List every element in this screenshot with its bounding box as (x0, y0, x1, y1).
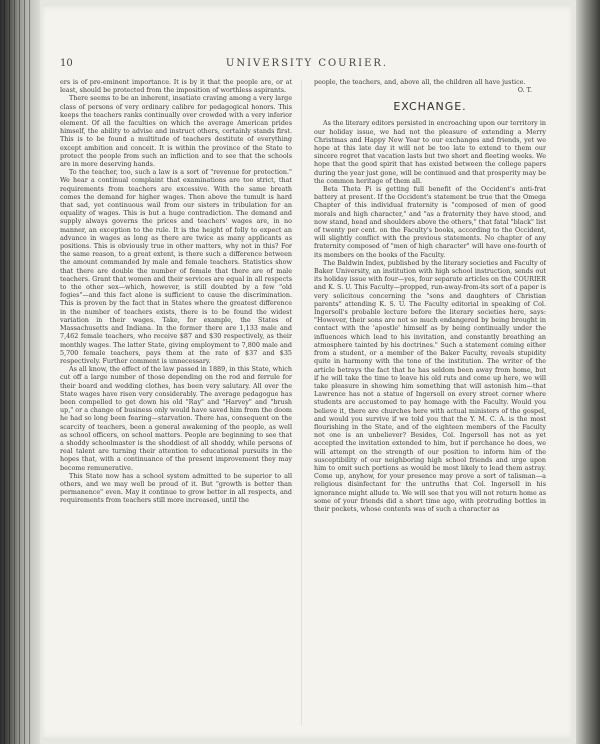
paragraph: Beta Theta Pi is getting full benefit of the Occident's anti-frat battery at present. If the Occident's statement be true that the Omega Chapter of this individual fraternity is "composed of men of good morals and high character," and "as a fraternity they have stood, and now stand, head and shoulders above the others," that fatal "black" list of twenty per cent. on the Faculty's books, according to the Occident, will slightly conflict with the previous statements. No chapter of any fraternity composed of "men of high character" will have one-fourth of its members on the books of the Faculty. (314, 185, 546, 259)
paragraph: This State now has a school system admitted to be superior to all others, and we may well be proud of it. But "growth is better than permanence" even. May it continue to grow better in all respects, and requirements from teachers still more increased, until the (60, 471, 292, 505)
paragraph: people, the teachers, and, above all, the children all have justice. (314, 78, 526, 86)
right-column (314, 78, 546, 728)
page-edge-shadow (576, 0, 600, 744)
paragraph: There seems to be an inherent, insatiate craving among a very large class of persons of very ordinary calibre for pedagogical honors. This keeps the teachers ranks continually over crowded with a very inferior element. Of all the faculties on which the average American prides himself, the ability to advise and instruct others, certainly stands first. This is to be found a multitude of teachers destitute of everything except ambition and conceit. It is within the province of the State to protect the people from such an infliction and to see that the schools are in more deserving hands. (60, 94, 292, 169)
column-divider (301, 80, 302, 725)
paragraph: To the teacher, too, such a law is a sort of "revenue for protection." We hear a continual complaint that examinations are too strict, that requirements from teachers are excessive. With the same breath comes the demand for higher wages. Then above the tumult is hard that sad, yet continuous wail from our sisters in tribulation for an equality of wages. This is but a huge contradiction. The demand and supply always governs the prices and teachers' wages are, in no manner, an exception to the rule. It is the height of folly to expect an advance in wages as long as there are twice as many applicants as positions. This is obviously true in other matters, why not in this? For the same reason, to a great extent, is there such a difference between the amount commanded by male and female teachers. Statistics show that there are double the number of female that there are of male teachers. Grant that women and their services are equal in all respects to the other sex—which, however, is still doubted by a few "old fogies"—and this fact alone is sufficient to cause the discrimination. This is proven by the fact that in States where the greatest difference in the number of teachers exists, there is to be found the widest variation in their wages. Take, for example, the States of Massachusetts and Indiana. In the former there are 1,133 male and 7,462 female teachers, who receive $87 and $30 respectively, as their monthly wages. The latter State, giving employment to 7,800 male and 5,700 female teachers, pays them at the rate of $37 and $35 respectively. Further comment is unnecessary. (60, 168, 292, 365)
paragraph: As all know, the effect of the law passed in 1889, in this State, which cut off a large number of those depending on the rod and ferrule for their board and wedding clothes, has been very salutary. All over the State wages have risen very considerably. The average pedagogue has been compelled to get down his old "Ray" and "Harvey" and "brush up," or a change of business only would have saved him from the doom he had so long been fearing—starvation. There has, consequent on the scarcity of teachers, been a general awakening of the people, as well as school officers, on school matters. People are beginning to see that a shoddy schoolmaster is the shoddiest of all shoddy, while persons of real talent are turning their attention to educational pursuits in the hopes that, with a continuance of the present improvement they may become remunerative. (60, 365, 292, 472)
author-signature: O. T. (517, 86, 532, 95)
section-title: EXCHANGE. (393, 100, 467, 114)
page-header (60, 58, 554, 72)
paragraph: ers is of pre-eminent importance. It is by it that the people are, or at least, should be protected from the imposition of worthless aspirants. (60, 78, 292, 95)
page-number: 10 (60, 58, 73, 69)
left-column (60, 78, 292, 728)
running-head: UNIVERSITY COURIER. (225, 58, 389, 69)
document-page (42, 6, 572, 738)
book-binding-gutter (0, 0, 40, 744)
paragraph: As the literary editors persisted in encroaching upon our territory in our holiday issue, we had not the pleasure of extending a Merry Christmas and Happy New Year to our exchanges and friends, yet we hope at this late day it will not be too late to extend to them our sincere regret that vacation lasts but two short and fleeting weeks. We hope that the good spirit that has existed between the college papers during the year just gone, will be continued and that prosperity may be the common heritage of them all. (314, 119, 546, 185)
paragraph: The Baldwin Index, published by the literary societies and Faculty of Baker University, an institution with high school instruction, sends out its holiday issue with four—yes, four separate articles on the COURIER and K. S. U. This Faculty—propped, run-away-from-its sort of a paper is very solicitous concerning the "sons and daughters of Christian parents" attending K. S. U. The Faculty editorial in speaking of Col. Ingersoll's probable lecture before the literary societies here, says: "However, their sons are not so much endangered by being brought in contact with the 'apostle' himself as by being continually under the influences which lead to his invitation, and constantly breathing an atmosphere tainted by his doctrines." Such a statement coming either from a student, or a member of the Baker Faculty, reveals stupidity quite in harmony with the tone of the institution. The writer of the article betrays the fact that he has seldom been away from home, but if he will take the time to leave his old ruts and come up here, we will take pleasure in showing him something that will astonish him—that Lawrence has not a statue of Ingersoll on every street corner where students are accustomed to pay homage with the Faculty. Would you believe it, there are churches here with actual ministers of the gospel, and would you survive if we told you that the Y. M. C. A. is the most flourishing in the State, and of the eighteen members of the Faculty not one is an unbeliever? Besides, Col. Ingersoll has not as yet accepted the invitation extended to him, but if perchance he does, we will attempt on the strength of our position to inform him of the susceptibility of our neighboring high school friends and urge upon him to omit such portions as would be most likely to lead them astray. Come up, anyhow, for your presence may prove a sort of talisman—a religious disinfectant for the untruths that Col. Ingersoll in his ignorance might allude to. We will see that you will not return home as some of your friends did a short time ago, with protruding bottles in their pockets, whose contents was of such a character as (314, 258, 546, 513)
